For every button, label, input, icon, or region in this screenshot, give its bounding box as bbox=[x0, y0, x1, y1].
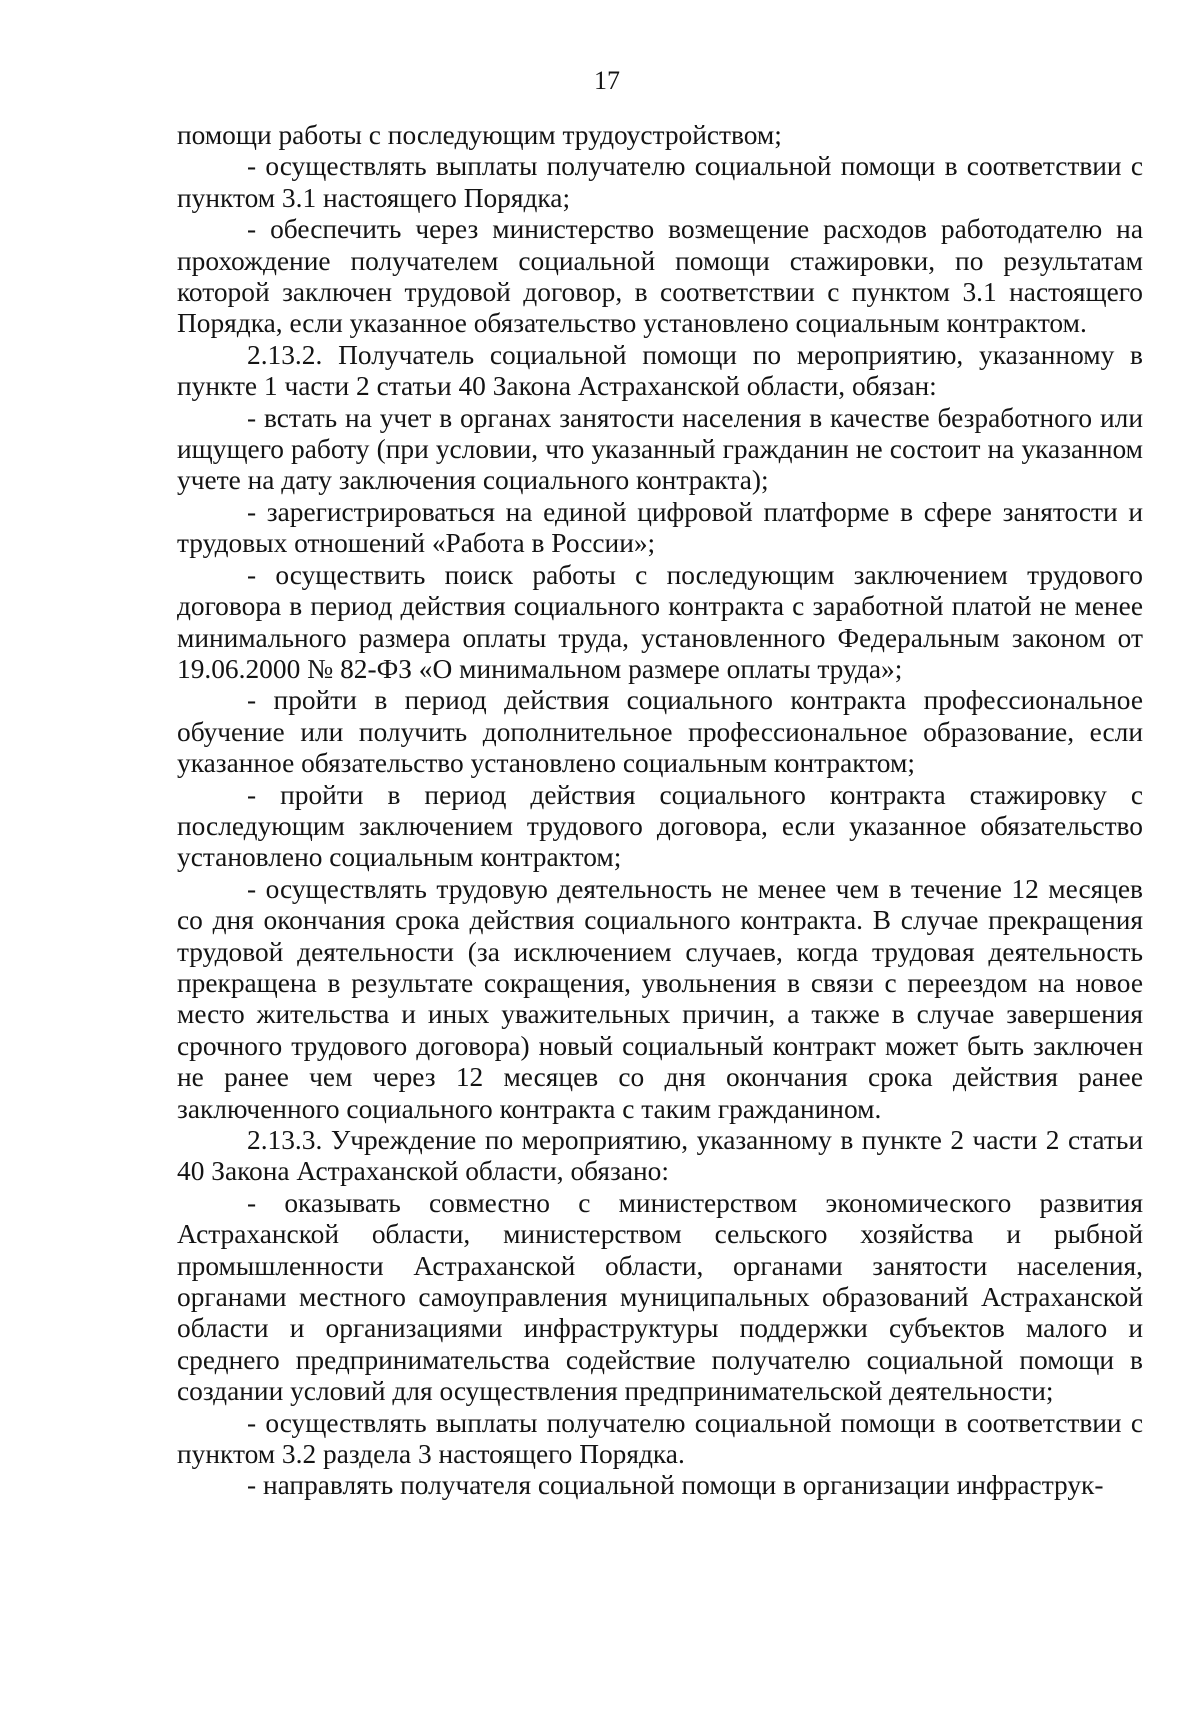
document-body bbox=[177, 120, 1143, 1502]
paragraph-2-13-3: 2.13.3. Учреждение по мероприятию, указанному в пункте 2 части 2 статьи 40 Закона Астраханской области, обязано: bbox=[177, 1125, 1143, 1187]
paragraph-employer-compensation: - обеспечить через министерство возмещение расходов работодателю на прохождение получателем социальной помощи стажировки, по результатам которой заключен трудовой договор, в соответствии с пунктом 3.1 настоящего Порядка, если указанное обязательство установлено социальным контрактом. bbox=[177, 214, 1143, 339]
paragraph-register-platform: - зарегистрироваться на единой цифровой платформе в сфере занятости и трудовых отношений «Работа в России»; bbox=[177, 496, 1143, 559]
paragraph-employment-duration: - осуществлять трудовую деятельность не менее чем в течение 12 месяцев со дня окончания срока действия социального контракта. В случае прекращения трудовой деятельности (за исключением случаев, когда трудовая деятельность прекращена в результате сокращения, увольнения в связи с переездом на новое место жительства и иных уважительных причин, а также в случае завершения срочного трудового договора) новый социальный контракт может быть заключен не ранее чем через 12 месяцев со дня окончания срока действия ранее заключенного социального контракта с таким гражданином. bbox=[177, 873, 1143, 1124]
paragraph-business-support: - оказывать совместно с министерством экономического развития Астраханской области, министерством сельского хозяйства и рыбной промышленности Астраханской области, органами занятости населения, органами местного самоуправления муниципальных образований Астраханской области и организациями инфраструктуры поддержки субъектов малого и среднего предпринимательства содействие получателю социальной помощи в создании условий для осуществления предпринимательской деятельности; bbox=[177, 1187, 1143, 1407]
page-number: 17 bbox=[594, 66, 620, 95]
paragraph-internship: - пройти в период действия социального контракта стажировку с последующим заключением трудового договора, если указанное обязательство установлено социальным контрактом; bbox=[177, 779, 1143, 873]
paragraph-2-13-2: 2.13.2. Получатель социальной помощи по мероприятию, указанному в пункте 1 части 2 статьи 40 Закона Астраханской области, обязан: bbox=[177, 339, 1143, 402]
paragraph-continuation: помощи работы с последующим трудоустройством; bbox=[177, 120, 782, 150]
paragraph-register-unemployed: - встать на учет в органах занятости населения в качестве безработного или ищущего работу (при условии, что указанный гражданин не состоит на указанном учете на дату заключения социального контракта); bbox=[177, 402, 1143, 496]
paragraph-job-search: - осуществить поиск работы с последующим заключением трудового договора в период действия социального контракта с заработной платой не менее минимального размера оплаты труда, установленного Федеральным законом от 19.06.2000 № 82-ФЗ «О минимальном размере оплаты труда»; bbox=[177, 559, 1143, 684]
paragraph-refer-infrastructure: - направлять получателя социальной помощи в организации инфраструк- bbox=[247, 1470, 1104, 1501]
paragraph-payment-3-2: - осуществлять выплаты получателю социальной помощи в соответствии с пунктом 3.2 раздела 3 настоящего Порядка. bbox=[177, 1407, 1143, 1470]
paragraph-payment-3-1: - осуществлять выплаты получателю социальной помощи в соответствии с пунктом 3.1 настоящего Порядка; bbox=[177, 151, 1143, 213]
paragraph-training: - пройти в период действия социального контракта профессиональное обучение или получить дополнительное профессиональное образование, если указанное обязательство установлено социальным контрактом; bbox=[177, 685, 1143, 779]
